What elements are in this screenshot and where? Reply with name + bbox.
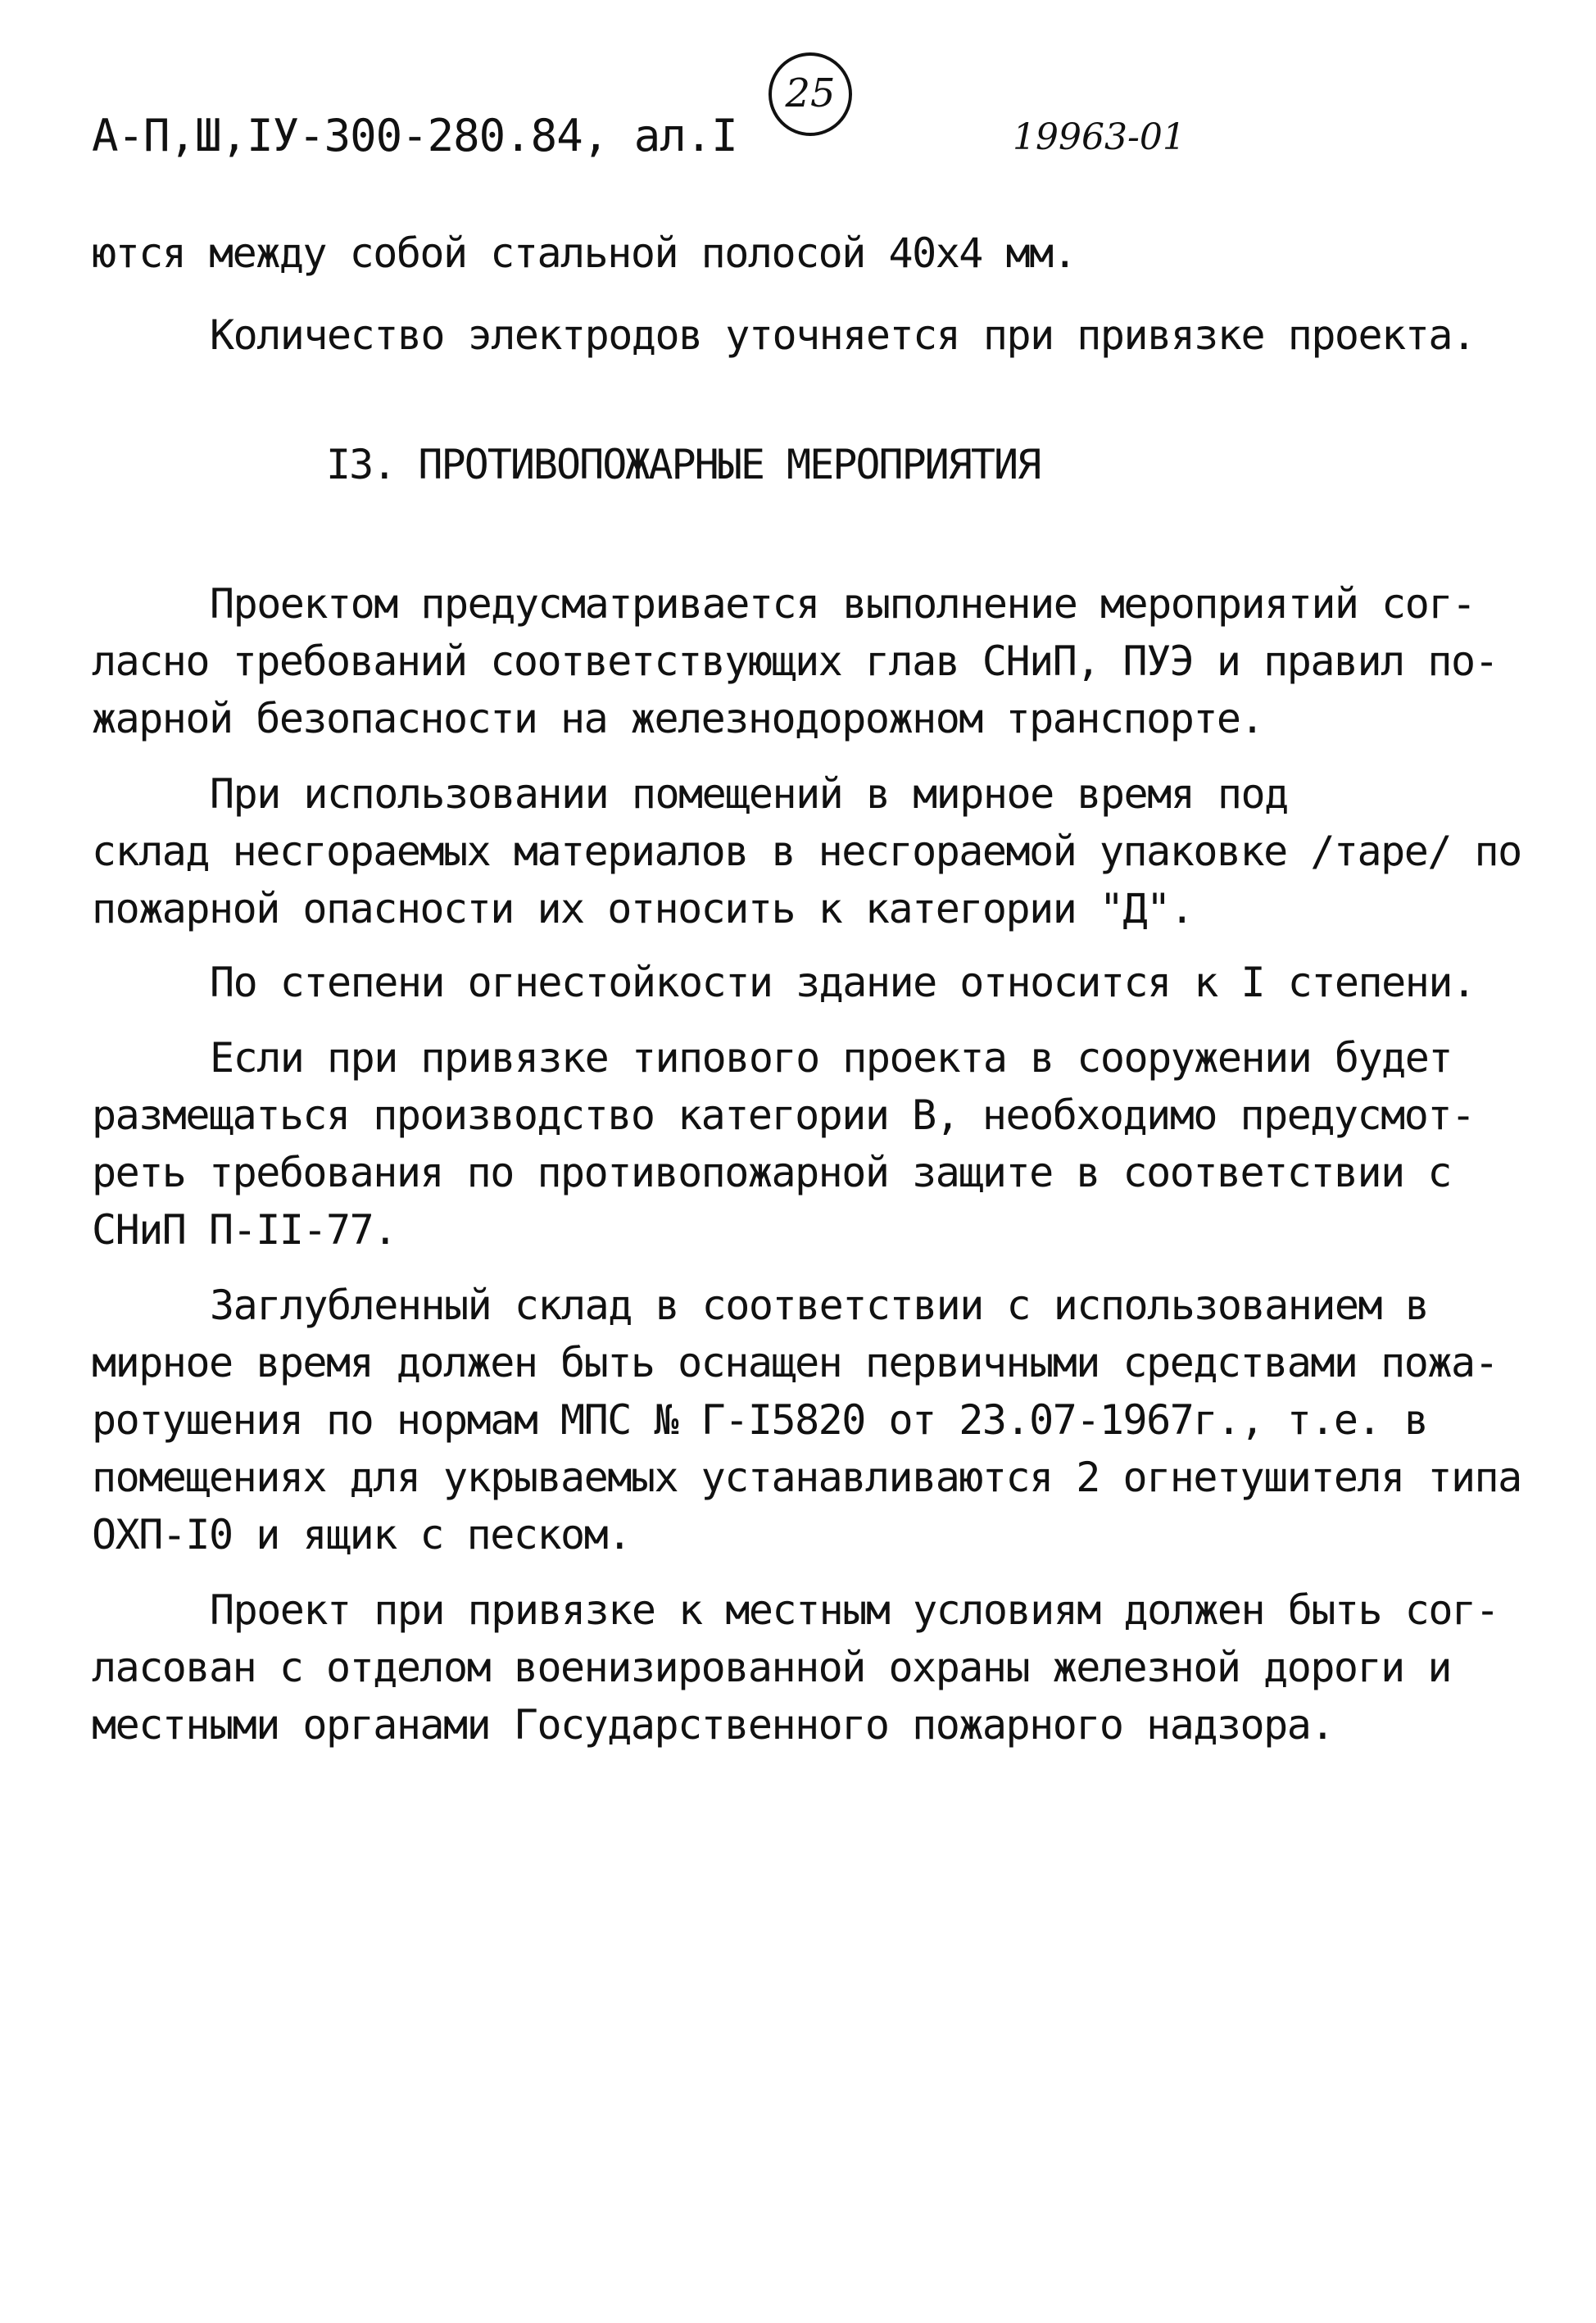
- body-line: реть требования по противопожарной защите в соответствии с: [92, 1149, 1451, 1196]
- body-line: СНиП П-II-77.: [92, 1206, 397, 1254]
- page-number-circle: 25: [769, 52, 852, 136]
- body-line: ласован с отделом военизированной охраны железной дороги и: [92, 1644, 1451, 1691]
- body-line: мирное время должен быть оснащен первичными средствами пожа-: [92, 1339, 1499, 1386]
- body-line: Количество электродов уточняется при привязке проекта.: [210, 311, 1476, 359]
- body-line: пожарной опасности их относить к категории "Д".: [92, 885, 1194, 932]
- body-line: ласно требований соответствующих глав СНиП, ПУЭ и правил по-: [92, 637, 1499, 685]
- body-line: Проект при привязке к местным условиям должен быть сог-: [210, 1586, 1499, 1634]
- body-line: ротушения по нормам МПС № Г-I5820 от 23.07-1967г., т.е. в: [92, 1396, 1428, 1444]
- body-line: размещаться производство категории В, необходимо предусмот-: [92, 1091, 1475, 1139]
- body-line: Проектом предусматривается выполнение мероприятий сог-: [210, 580, 1476, 628]
- body-line: Заглубленный склад в соответствии с использованием в: [210, 1282, 1429, 1329]
- section-heading: I3. ПРОТИВОПОЖАРНЫЕ МЕРОПРИЯТИЯ: [326, 441, 1041, 488]
- body-line: местными органами Государственного пожарного надзора.: [92, 1701, 1334, 1749]
- body-line: ОХП-I0 и ящик с песком.: [92, 1511, 631, 1558]
- body-line: По степени огнестойкости здание относится к I степени.: [210, 959, 1476, 1006]
- body-line: ются между собой стальной полосой 40х4 мм.: [92, 229, 1077, 277]
- body-line: Если при привязке типового проекта в сооружении будет: [210, 1034, 1452, 1082]
- sheet-code: 19963-01: [1013, 116, 1186, 158]
- body-line: При использовании помещений в мирное время под: [210, 770, 1288, 818]
- body-line: склад несгораемых материалов в несгораемой упаковке /таре/ по: [92, 828, 1521, 875]
- document-code: А-П,Ш,IУ-300-280.84, ал.I: [92, 110, 737, 161]
- body-line: жарной безопасности на железнодорожном транспорте.: [92, 695, 1264, 742]
- body-line: помещениях для укрываемых устанавливаются 2 огнетушителя типа: [92, 1454, 1521, 1501]
